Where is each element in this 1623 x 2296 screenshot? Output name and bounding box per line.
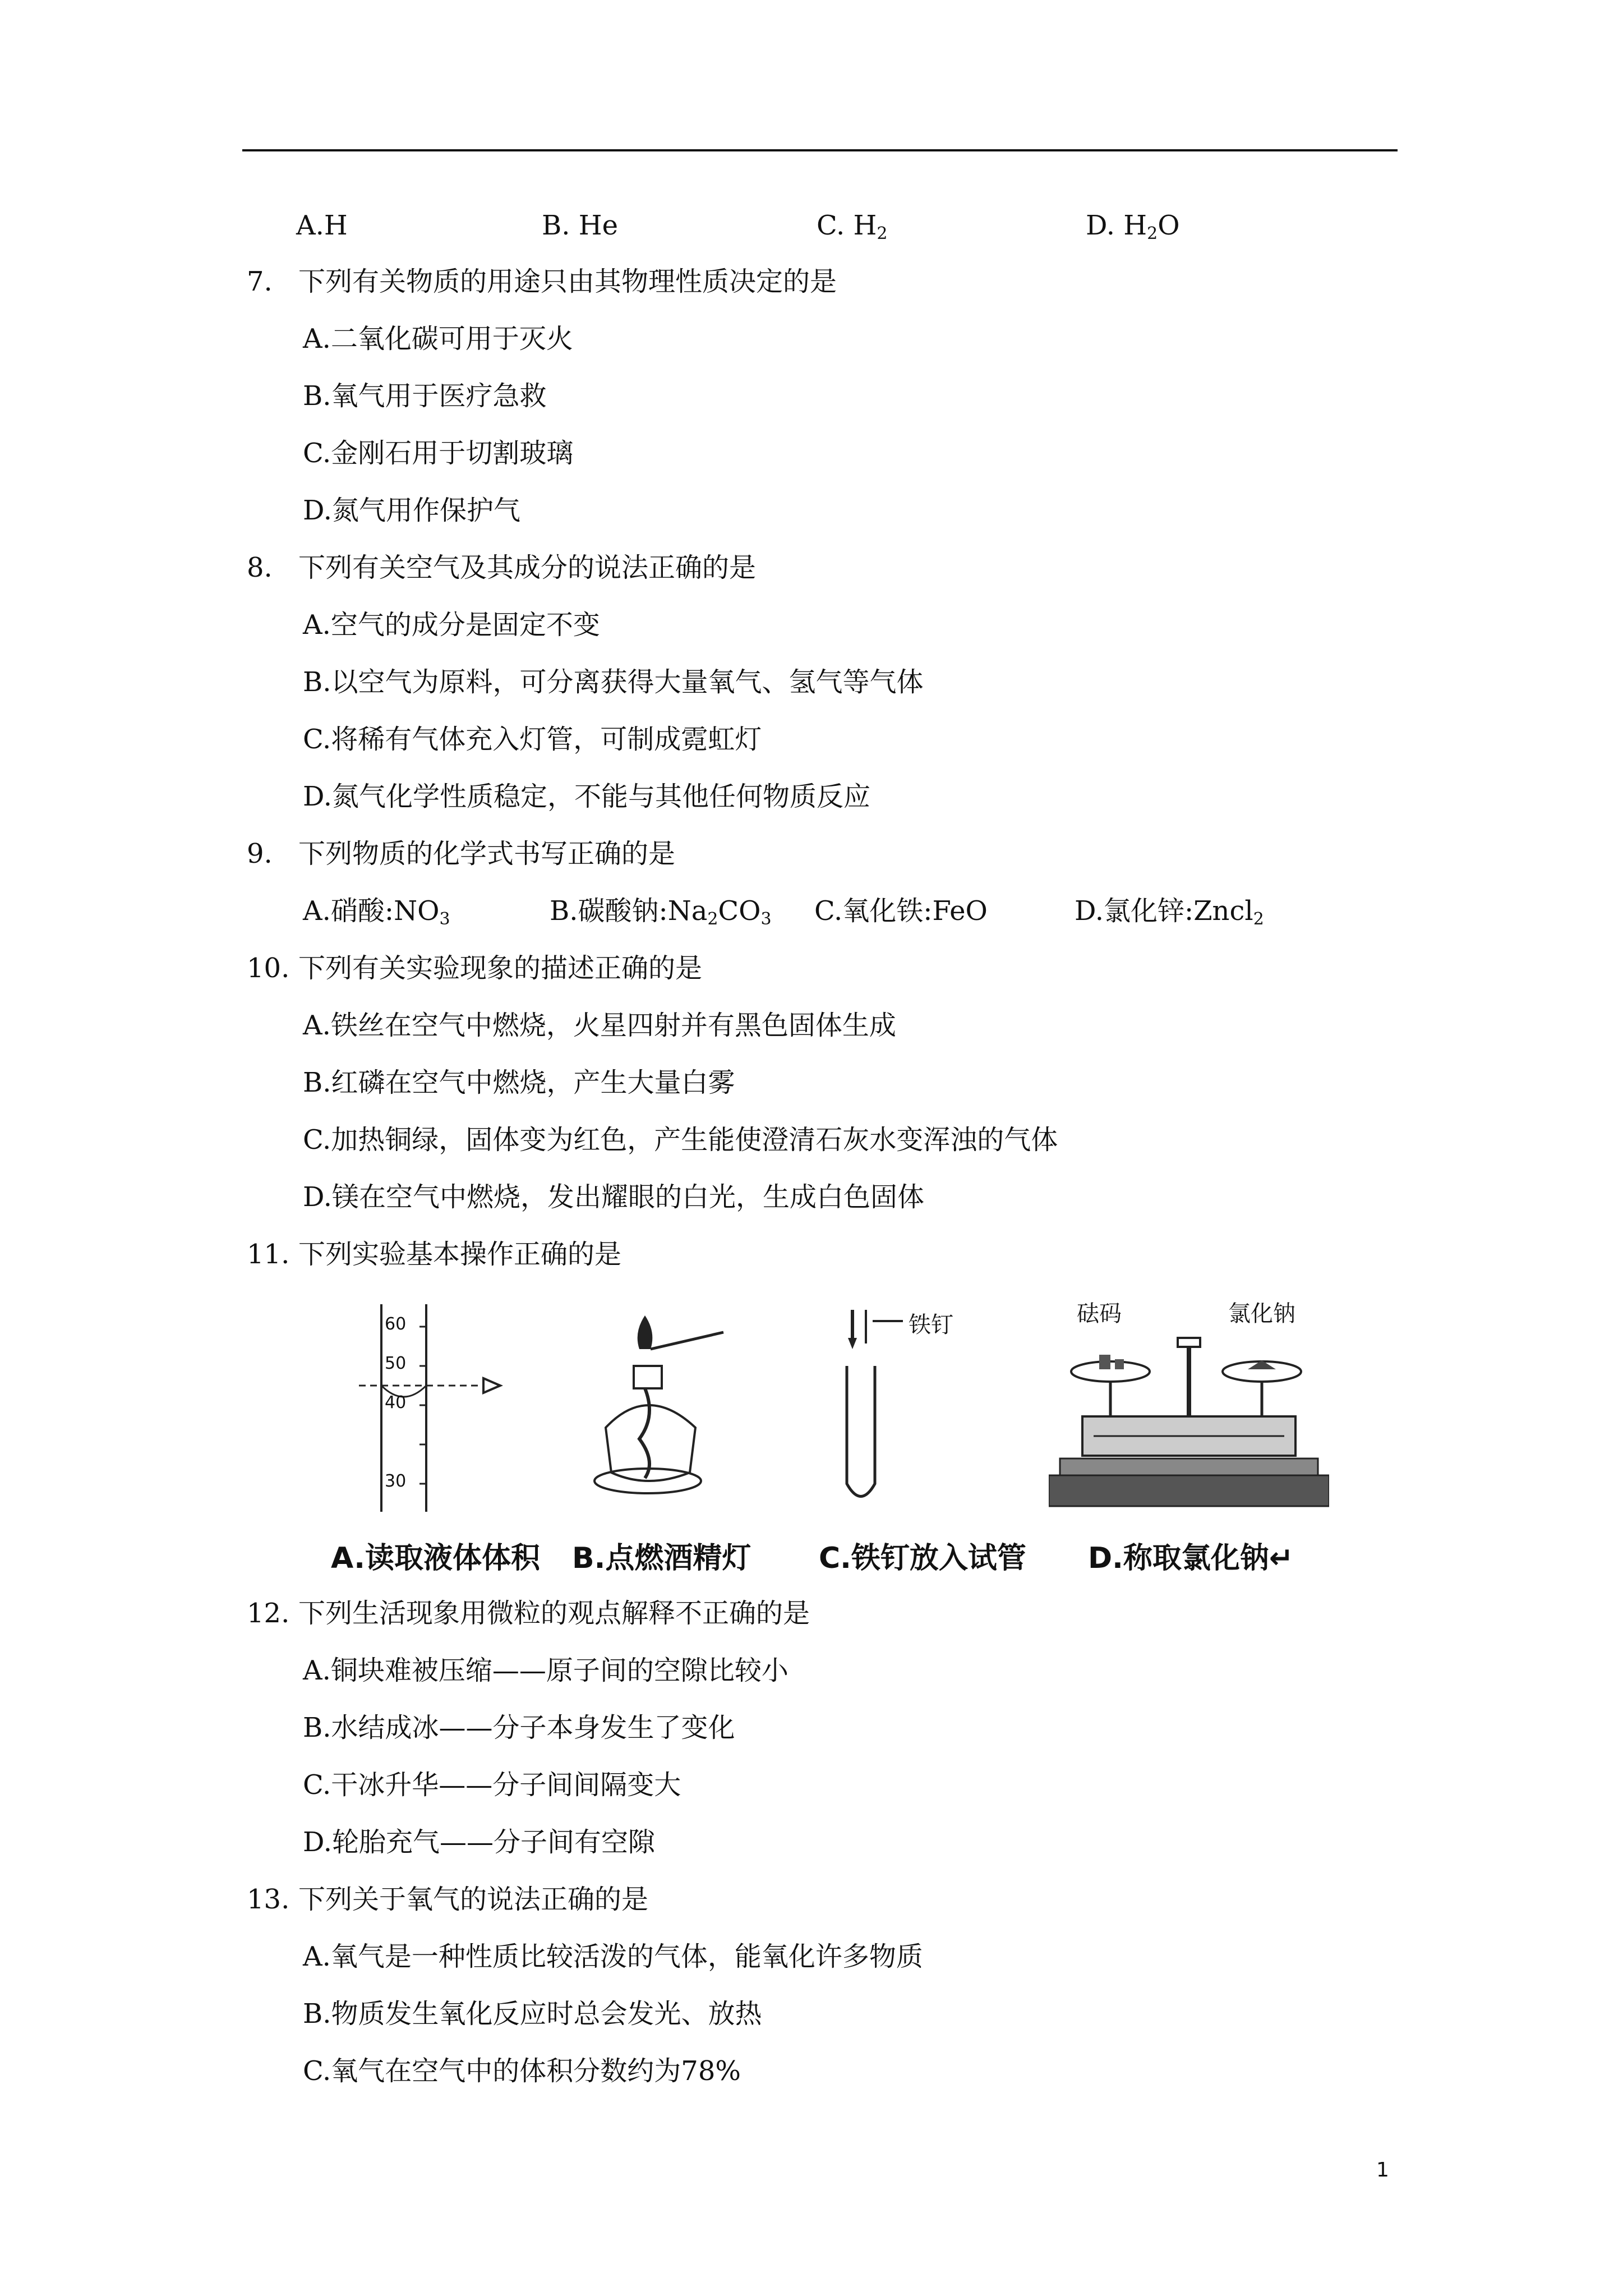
q6-option-c: C. $H_2$: [817, 210, 888, 243]
q12-stem: 12. 下列生活现象用微粒的观点解释不正确的是: [247, 1598, 810, 1629]
cylinder-tick-40: 40: [385, 1393, 407, 1412]
q12-option-c: C.干冰升华——分子间间隔变大: [303, 1769, 681, 1801]
caption-b: B.点燃酒精灯: [572, 1542, 751, 1575]
q11-figure: [314, 1293, 1335, 1579]
weight-label: 砝码: [1077, 1301, 1122, 1327]
q10-stem: 10. 下列有关实验现象的描述正确的是: [247, 953, 703, 984]
q9-option-a: A.硝酸$:NO_3$: [303, 895, 450, 929]
q8-stem: 8. 下列有关空气及其成分的说法正确的是: [247, 552, 757, 583]
caption-d: D.称取氯化钠↵: [1088, 1542, 1294, 1575]
q12-option-d: D.轮胎充气——分子间有空隙: [303, 1826, 656, 1858]
q13-option-c: C.氧气在空气中的体积分数约为78%: [303, 2055, 741, 2087]
cylinder-tick-60: 60: [385, 1314, 407, 1334]
q7-stem: 7. 下列有关物质的用途只由其物理性质决定的是: [247, 266, 837, 297]
q10-option-c: C.加热铜绿，固体变为红色，产生能使澄清石灰水变浑浊的气体: [303, 1124, 1058, 1156]
q12-option-b: B.水结成冰——分子本身发生了变化: [303, 1712, 735, 1743]
caption-c: C.铁钉放入试管: [819, 1542, 1026, 1575]
q9-option-b: B.碳酸钠$:Na_2CO_3$: [550, 895, 772, 929]
q13-stem: 13. 下列关于氧气的说法正确的是: [247, 1884, 649, 1915]
q6-option-b: B. He: [542, 210, 619, 241]
graduated-cylinder-diagram: [336, 1304, 516, 1517]
alcohol-lamp-diagram: [583, 1304, 763, 1517]
q8-option-b: B.以空气为原料，可分离获得大量氧气、氢气等气体: [303, 666, 924, 698]
q7-option-a: A.二氧化碳可用于灭火: [303, 323, 573, 355]
q9-stem: 9. 下列物质的化学式书写正确的是: [247, 838, 676, 869]
header-rule: [242, 149, 1398, 151]
q9-option-d: D.氯化锌:Zncl$_2$: [1075, 895, 1264, 929]
q8-option-d: D.氮气化学性质稳定，不能与其他任何物质反应: [303, 781, 871, 812]
balance-diagram: [1049, 1332, 1329, 1523]
q10-option-d: D.镁在空气中燃烧，发出耀眼的白光，生成白色固体: [303, 1181, 925, 1213]
q11-stem: 11. 下列实验基本操作正确的是: [247, 1239, 622, 1270]
cylinder-tick-50: 50: [385, 1354, 407, 1373]
cylinder-tick-30: 30: [385, 1471, 407, 1491]
q7-option-d: D.氮气用作保护气: [303, 495, 521, 526]
q9-option-c: C.氧化铁:FeO: [814, 895, 988, 927]
q6-option-d: D. $H_2O$: [1086, 210, 1180, 243]
nail-label: 铁钉: [909, 1312, 953, 1338]
q8-option-c: C.将稀有气体充入灯管，可制成霓虹灯: [303, 724, 762, 755]
q7-option-c: C.金刚石用于切割玻璃: [303, 438, 574, 469]
q8-option-a: A.空气的成分是固定不变: [303, 609, 600, 641]
q7-option-b: B.氧气用于医疗急救: [303, 380, 547, 412]
q12-option-a: A.铜块难被压缩——原子间的空隙比较小: [303, 1655, 789, 1686]
caption-a: A.读取液体体积: [331, 1542, 540, 1575]
q13-option-b: B.物质发生氧化反应时总会发光、放热: [303, 1998, 762, 2030]
nacl-label: 氯化钠: [1228, 1301, 1295, 1327]
q10-option-b: B.红磷在空气中燃烧，产生大量白雾: [303, 1067, 735, 1098]
q13-option-a: A.氧气是一种性质比较活泼的气体，能氧化许多物质: [303, 1941, 923, 1972]
q10-option-a: A.铁丝在空气中燃烧，火星四射并有黑色固体生成: [303, 1010, 896, 1041]
test-tube-diagram: [819, 1299, 987, 1523]
page-number: 1: [1376, 2159, 1389, 2182]
q6-option-a: A.H: [296, 210, 348, 241]
